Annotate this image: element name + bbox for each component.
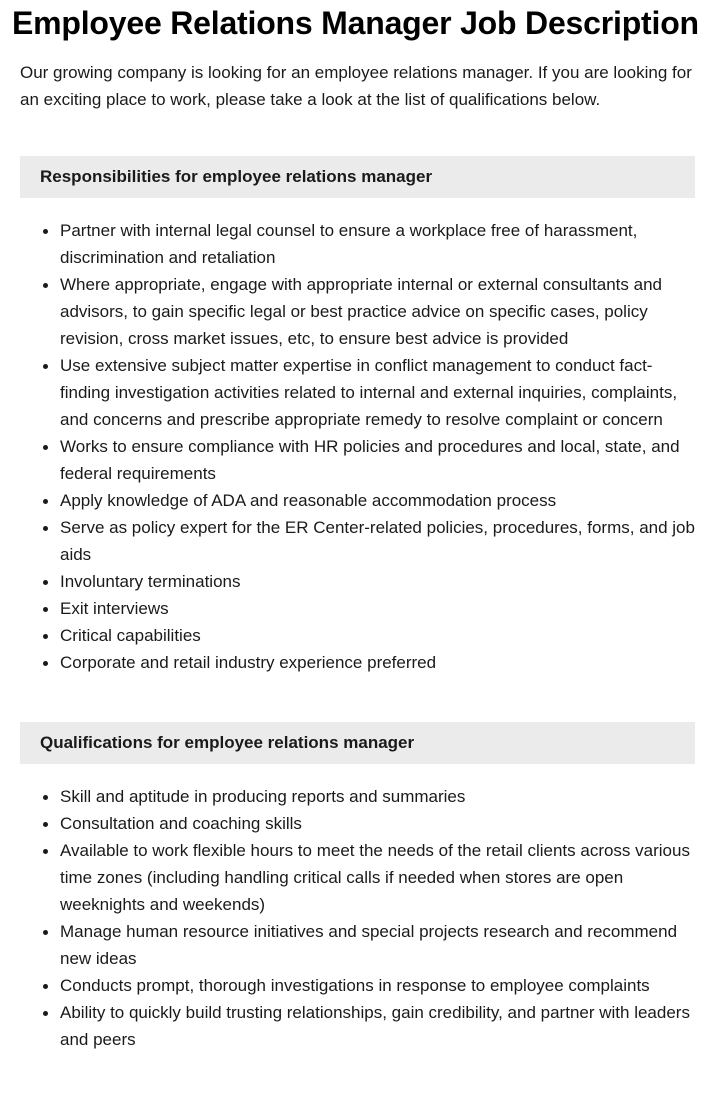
qualifications-heading: Qualifications for employee relations manager — [20, 722, 695, 764]
list-item: Where appropriate, engage with appropriate internal or external consultants and advisors, to gain specific legal or best practice advice on specific cases, policy revision, cross market issues, etc, to ensure best advice is provided — [60, 271, 700, 352]
list-item: Partner with internal legal counsel to ensure a workplace free of harassment, discrimination and retaliation — [60, 217, 700, 271]
list-item: Use extensive subject matter expertise in conflict management to conduct fact-finding investigation activities related to internal and external inquiries, complaints, and concerns and prescribe appropriate remedy to resolve complaint or concern — [60, 352, 700, 433]
qualifications-list — [20, 783, 700, 1053]
intro-paragraph: Our growing company is looking for an employee relations manager. If you are looking for an exciting place to work, please take a look at the list of qualifications below. — [20, 63, 692, 109]
page-title: Employee Relations Manager Job Description — [12, 5, 699, 41]
list-item: Ability to quickly build trusting relationships, gain credibility, and partner with leaders and peers — [60, 999, 700, 1053]
list-item: Manage human resource initiatives and special projects research and recommend new ideas — [60, 918, 700, 972]
list-item: Corporate and retail industry experience preferred — [60, 649, 700, 676]
list-item: Available to work flexible hours to meet the needs of the retail clients across various time zones (including handling critical calls if needed when stores are open weeknights and weekends) — [60, 837, 700, 918]
list-item: Involuntary terminations — [60, 568, 700, 595]
responsibilities-list — [20, 217, 700, 676]
list-item: Serve as policy expert for the ER Center-related policies, procedures, forms, and job aids — [60, 514, 700, 568]
list-item: Exit interviews — [60, 595, 700, 622]
responsibilities-heading: Responsibilities for employee relations manager — [20, 156, 695, 198]
list-item: Conducts prompt, thorough investigations in response to employee complaints — [60, 972, 700, 999]
list-item: Consultation and coaching skills — [60, 810, 700, 837]
list-item: Works to ensure compliance with HR policies and procedures and local, state, and federal requirements — [60, 433, 700, 487]
list-item: Critical capabilities — [60, 622, 700, 649]
list-item: Skill and aptitude in producing reports and summaries — [60, 783, 700, 810]
list-item: Apply knowledge of ADA and reasonable accommodation process — [60, 487, 700, 514]
